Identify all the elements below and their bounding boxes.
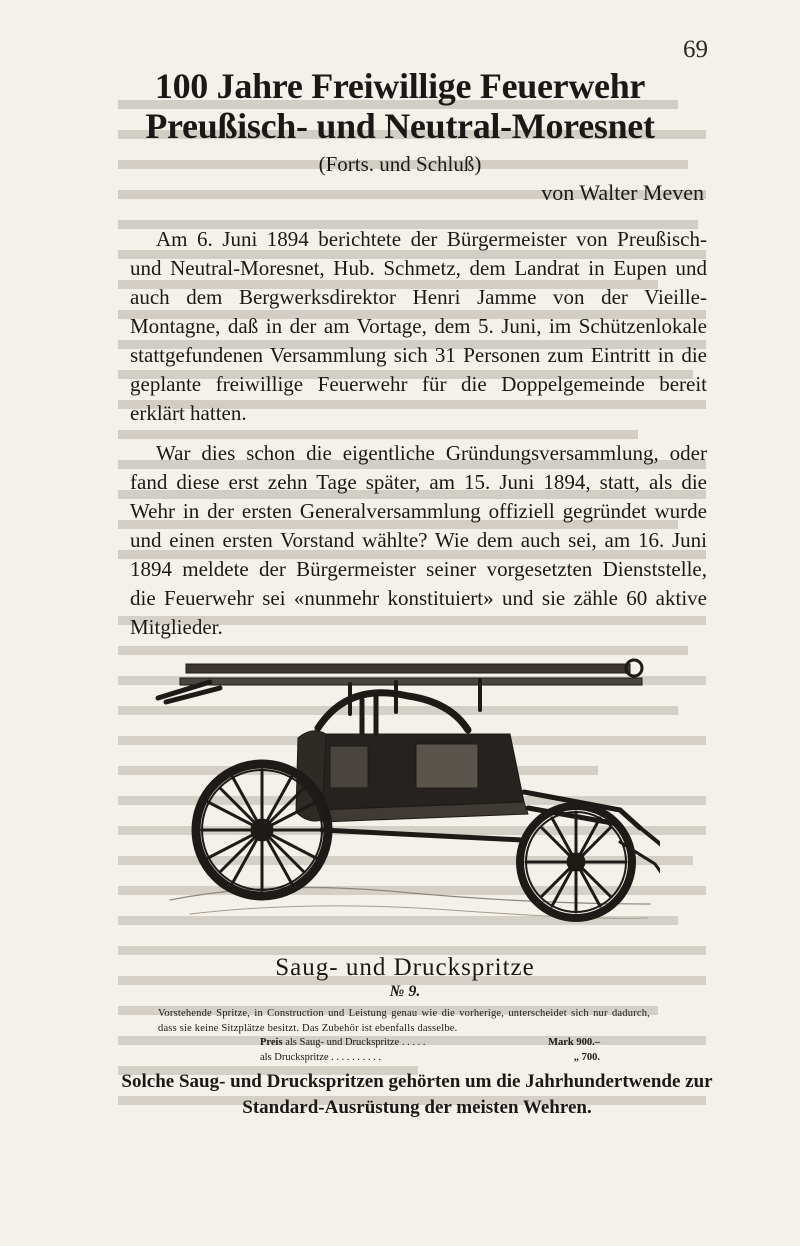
figure-bold-caption: Solche Saug- und Druckspritzen gehörten um die Jahrhundertwende zur Standard-Ausrüstung der meisten Wehren. (121, 1071, 713, 1118)
page-number: 69 (683, 36, 708, 63)
price-label-1 (260, 1037, 425, 1048)
figure-caption-title: Saug- und Druckspritze (275, 954, 535, 981)
price-row-suction-pump (260, 1037, 600, 1048)
figure-caption-description: Vorstehende Spritze, in Construction und Leistung genau wie die vorherige, unterscheidet sich nur dadurch, dass sie keine Sitzplätze besitzt. Das Zubehör ist ebenfalls dasselbe. (158, 1008, 650, 1034)
price-row-pressure-pump (260, 1052, 600, 1063)
price-label-1-text: als Saug- und Druckspritze . . . . . (285, 1037, 426, 1048)
article-title (60, 66, 740, 146)
price-amount-2: „ 700. (573, 1052, 600, 1063)
figure-caption-number: № 9. (389, 983, 421, 1000)
fire-pump-engraving (150, 642, 660, 954)
article-body (130, 225, 707, 653)
fire-pump-illustration (150, 642, 660, 954)
title-line-1: 100 Jahre Freiwillige Feuerwehr (154, 66, 646, 106)
body-paragraph-1: Am 6. Juni 1894 berichtete der Bürgermeister von Preußisch- und Neutral-Moresnet, Hub. Schmetz, dem Landrat in Eupen und auch dem Bergwerksdirektor Henri Jamme von der Vieille-Montagne, daß in der am Vortage, dem 5. Juni, im Schützenlokale stattgefundenen Versammlung sich 31 Personen zum Eintritt in die geplante freiwillige Feuerwehr für die Doppelgemeinde bereit erklärt hatten. (130, 227, 707, 425)
title-line-2: Preußisch- und Neutral-Moresnet (145, 106, 655, 146)
body-paragraph-2: War dies schon die eigentliche Gründungsversammlung, oder fand diese erst zehn Tage später, am 15. Juni 1894, statt, als die Wehr in der ersten Generalversammlung offiziell gegründet wurde und einen ersten Vorstand wählte? Wie dem auch sei, am 16. Juni 1894 meldete der Bürgermeister seiner vorgesetzten Dienststelle, die Feuerwehr sei «nunmehr konstituiert» und sie zähle 60 aktive Mitglieder. (130, 441, 707, 639)
price-label-1-bold: Preis (260, 1037, 283, 1048)
price-label-2: als Druckspritze . . . . . . . . . . (260, 1052, 382, 1063)
price-amount-1: Mark 900.– (548, 1037, 600, 1048)
article-subtitle: (Forts. und Schluß) (318, 152, 482, 176)
article-author: von Walter Meven (541, 180, 704, 205)
